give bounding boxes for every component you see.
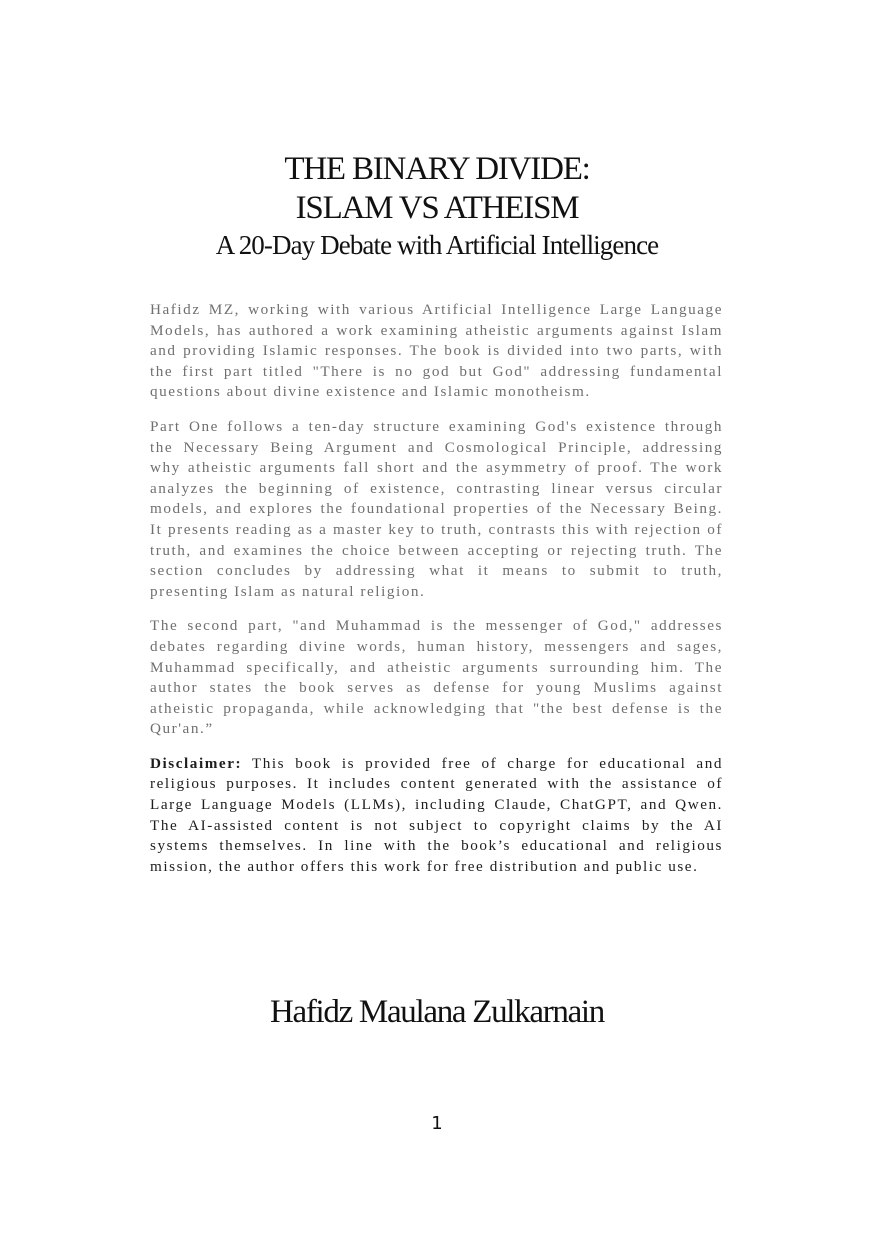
page-number: 1 — [431, 1113, 443, 1134]
author-name: Hafidz Maulana Zulkarnain — [269, 994, 604, 1030]
disclaimer-label: Disclaimer: — [150, 754, 243, 772]
paragraph-intro: Hafidz MZ, working with various Artificial Intelligence Large Language Models, has authored a work examining atheistic arguments against Islam and providing Islamic responses. The book is divided into two parts, with the first part titled "There is no god but God" addressing fundamental questions about divine existence and Islamic monotheism. — [150, 301, 723, 401]
disclaimer-text: This book is provided free of charge for educational and religious purposes. It includes content generated with the assistance of Large Language Models (LLMs), including Claude, ChatGPT, and Qwen. The AI-assisted content is not subject to copyright claims by the AI systems themselves. In line with the book’s educational and religious mission, the author offers this work for free distribution and public use. — [150, 754, 723, 875]
subtitle: A 20-Day Debate with Artificial Intelligence — [215, 230, 659, 260]
paragraph-part-two: The second part, "and Muhammad is the messenger of God," addresses debates regarding divine words, human history, messengers and sages, Muhammad specifically, and atheistic arguments surrounding him. The author states the book serves as defense for young Muslims against atheistic propaganda, while acknowledging that "the best defense is the Qur'an.” — [150, 617, 723, 738]
title-line-1: THE BINARY DIVIDE: — [284, 151, 590, 187]
title-block — [0, 150, 874, 262]
title-line-2: ISLAM VS ATHEISM — [295, 190, 579, 226]
body-text — [150, 300, 723, 891]
paragraph-part-one: Part One follows a ten-day structure examining God's existence through the Necessary Being Argument and Cosmological Principle, addressing why atheistic arguments fall short and the asymmetry of proof. The work analyzes the beginning of existence, contrasting linear versus circular models, and explores the foundational properties of the Necessary Being. It presents reading as a master key to truth, contrasts this with rejection of truth, and examines the choice between accepting or rejecting truth. The section concludes by addressing what it means to submit to truth, presenting Islam as natural religion. — [150, 417, 723, 600]
disclaimer-paragraph — [150, 754, 723, 878]
